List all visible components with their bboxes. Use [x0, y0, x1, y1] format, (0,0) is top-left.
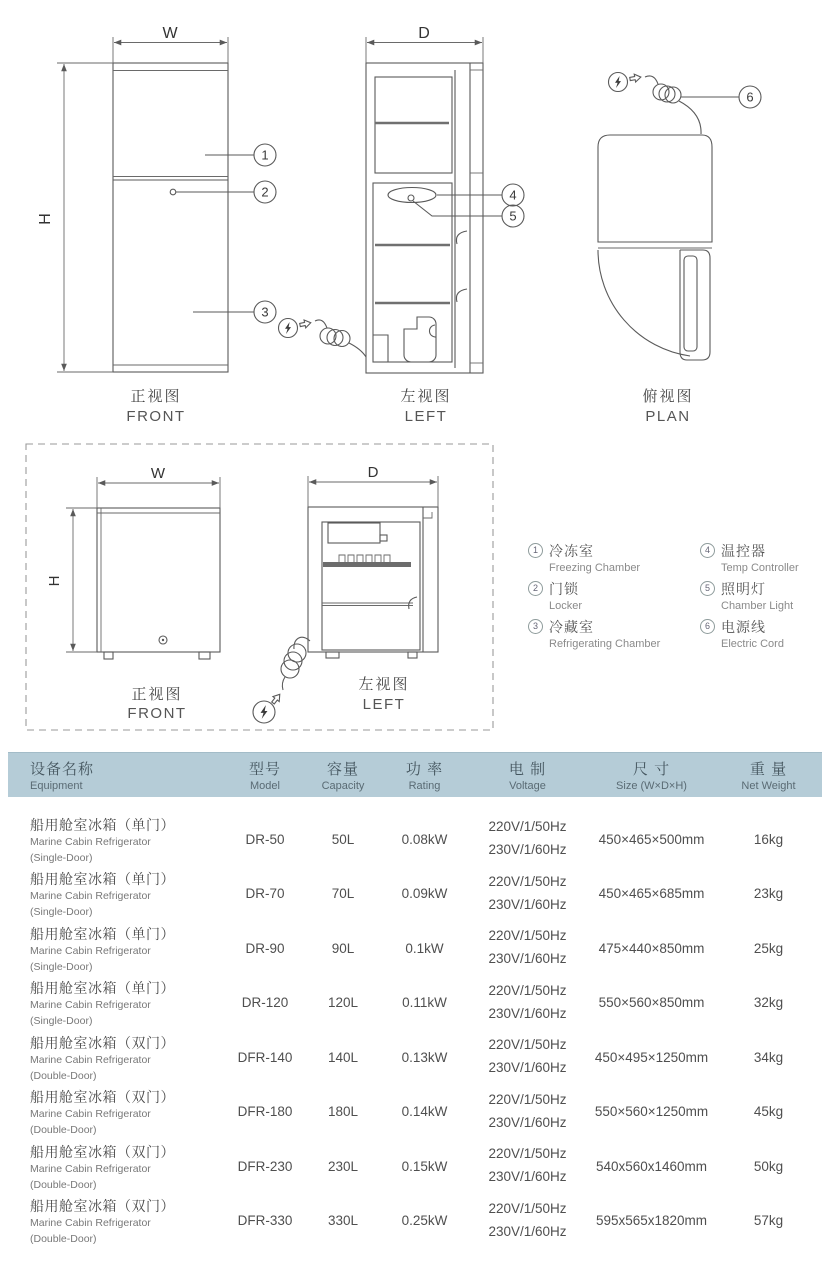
door-swing-arc — [598, 250, 690, 356]
header-size: 尺 寸 Size (W×D×H) — [616, 760, 687, 792]
parts-legend — [528, 541, 828, 655]
capacity-cell: 230L — [327, 1158, 359, 1174]
depth-dim-label: D — [418, 25, 430, 42]
table-row — [8, 976, 822, 1031]
equipment-cell: 船用舱室冰箱（双门） Marine Cabin Refrigerator (Double-Door) — [30, 1034, 175, 1082]
model-cell: DR-90 — [245, 940, 285, 956]
size-cell: 595x565x1820mm — [595, 1213, 708, 1229]
ice-tray — [323, 555, 411, 567]
height-dim-label: H — [37, 213, 54, 225]
small-front-view-drawing — [46, 465, 220, 722]
header-voltage: 电 制 Voltage — [508, 760, 547, 792]
legend-item-electric-cord: 6 电源线 Electric Cord — [700, 617, 828, 655]
power-cord-icon — [279, 319, 367, 358]
capacity-cell: 70L — [331, 886, 355, 902]
plan-view-label-cn: 俯视图 — [642, 388, 694, 405]
left-view-label-en: LEFT — [404, 408, 448, 425]
svg-text:5: 5 — [509, 208, 517, 224]
equipment-cell: 船用舱室冰箱（单门） Marine Cabin Refrigerator (Single-Door) — [30, 816, 175, 864]
lightning-icon — [615, 76, 621, 88]
door-lock-dot — [170, 189, 176, 195]
lightning-icon — [261, 705, 268, 719]
freezer-compartment — [375, 77, 452, 173]
size-cell: 540x560x1460mm — [595, 1158, 708, 1174]
table-row — [8, 867, 822, 922]
power-cord-icon-plan — [609, 73, 702, 135]
spec-table-body — [8, 812, 822, 1248]
evaporator-box — [328, 523, 380, 543]
capacity-cell: 90L — [331, 940, 355, 956]
depth-dimension — [366, 25, 483, 63]
legend-number-badge: 5 — [700, 581, 715, 596]
capacity-cell: 180L — [327, 1104, 359, 1120]
width-dim-label: W — [150, 465, 166, 482]
front-view-label-en: FRONT — [126, 408, 186, 425]
legend-number-badge: 6 — [700, 619, 715, 634]
size-cell: 450×465×685mm — [598, 886, 705, 902]
size-cell: 450×495×1250mm — [594, 1049, 709, 1065]
size-cell: 550×560×850mm — [598, 995, 705, 1011]
model-cell: DR-50 — [245, 831, 285, 847]
voltage-cell: 220V/1/50Hz 230V/1/60Hz — [488, 819, 567, 858]
legend-number-badge: 3 — [528, 619, 543, 634]
table-row — [8, 1085, 822, 1140]
rating-cell: 0.11kW — [402, 995, 447, 1011]
weight-cell: 32kg — [753, 995, 784, 1011]
header-equipment: 设备名称 Equipment — [30, 760, 95, 792]
legend-number-badge: 4 — [700, 543, 715, 558]
legend-number-badge: 2 — [528, 581, 543, 596]
small-left-view-drawing — [253, 464, 438, 723]
weight-cell: 57kg — [753, 1213, 784, 1229]
rating-cell: 0.13kW — [401, 1049, 448, 1065]
voltage-cell: 220V/1/50Hz 230V/1/60Hz — [488, 982, 567, 1021]
small-left-view-label-en: LEFT — [362, 696, 406, 713]
model-cell: DFR-330 — [237, 1213, 293, 1229]
weight-cell: 34kg — [753, 1049, 784, 1065]
door-lock-dot — [159, 636, 167, 644]
legend-item-temp-controller: 4 温控器 Temp Controller — [700, 541, 828, 579]
svg-text:2: 2 — [261, 184, 269, 200]
rating-cell: 0.14kW — [401, 1104, 448, 1120]
left-view-label-cn: 左视图 — [400, 388, 452, 405]
model-cell: DFR-180 — [237, 1104, 293, 1120]
voltage-cell: 220V/1/50Hz 230V/1/60Hz — [488, 1146, 567, 1185]
table-row — [8, 921, 822, 976]
svg-text:3: 3 — [261, 304, 269, 320]
legend-item-freezing-chamber: 1 冷冻室 Freezing Chamber — [528, 541, 700, 579]
small-front-view-label-en: FRONT — [127, 705, 187, 722]
equipment-cell: 船用舱室冰箱（双门） Marine Cabin Refrigerator (Double-Door) — [30, 1198, 175, 1246]
equipment-cell: 船用舱室冰箱（双门） Marine Cabin Refrigerator (Double-Door) — [30, 1143, 175, 1191]
width-dim-label: W — [162, 25, 178, 42]
model-cell: DR-120 — [241, 995, 289, 1011]
header-capacity: 容量 Capacity — [321, 760, 365, 792]
plan-view-drawing — [598, 73, 761, 426]
temp-controller-and-light — [388, 188, 436, 203]
size-cell: 450×465×500mm — [598, 831, 705, 847]
rating-cell: 0.25kW — [401, 1213, 448, 1229]
size-cell: 475×440×850mm — [598, 940, 705, 956]
front-view-label-cn: 正视图 — [130, 388, 182, 405]
depth-dimension — [308, 464, 438, 507]
svg-text:4: 4 — [509, 187, 517, 203]
spec-table-header — [8, 752, 822, 797]
header-weight: 重 量 Net Weight — [741, 760, 796, 792]
callout-1 — [205, 144, 276, 166]
height-dimension — [37, 63, 113, 372]
table-row — [8, 1139, 822, 1194]
equipment-cell: 船用舱室冰箱（单门） Marine Cabin Refrigerator (Single-Door) — [30, 925, 175, 973]
legend-item-refrigerating-chamber: 3 冷藏室 Refrigerating Chamber — [528, 617, 700, 655]
svg-text:6: 6 — [746, 89, 754, 105]
table-row — [8, 1194, 822, 1249]
arrow-icon — [299, 319, 311, 329]
weight-cell: 50kg — [753, 1158, 784, 1174]
height-dimension — [46, 508, 97, 652]
arrow-icon — [270, 692, 283, 706]
power-cord-icon-small — [253, 637, 310, 723]
capacity-cell: 140L — [327, 1049, 359, 1065]
capacity-cell: 330L — [327, 1213, 359, 1229]
voltage-cell: 220V/1/50Hz 230V/1/60Hz — [488, 1037, 567, 1076]
header-rating: 功 率 Rating — [405, 760, 444, 792]
weight-cell: 25kg — [753, 940, 784, 956]
depth-dim-label: D — [367, 464, 379, 481]
height-dim-label: H — [46, 575, 63, 587]
svg-text:1: 1 — [261, 147, 269, 163]
voltage-cell: 220V/1/50Hz 230V/1/60Hz — [488, 873, 567, 912]
size-cell: 550×560×1250mm — [594, 1104, 709, 1120]
rating-cell: 0.15kW — [401, 1158, 448, 1174]
legend-item-chamber-light: 5 照明灯 Chamber Light — [700, 579, 828, 617]
model-cell: DFR-230 — [237, 1158, 293, 1174]
callout-4 — [437, 184, 524, 206]
callout-6 — [681, 86, 761, 108]
equipment-cell: 船用舱室冰箱（双门） Marine Cabin Refrigerator (Double-Door) — [30, 1089, 175, 1137]
arrow-icon — [629, 73, 641, 83]
small-front-view-label-cn: 正视图 — [131, 686, 183, 703]
weight-cell: 23kg — [753, 886, 784, 902]
single-door-views-drawing — [0, 440, 500, 740]
model-cell: DFR-140 — [237, 1049, 293, 1065]
voltage-cell: 220V/1/50Hz 230V/1/60Hz — [488, 1200, 567, 1239]
rating-cell: 0.08kW — [401, 831, 448, 847]
table-row — [8, 812, 822, 867]
weight-cell: 45kg — [753, 1104, 784, 1120]
double-door-views-drawing — [0, 0, 830, 435]
small-left-view-label-cn: 左视图 — [358, 676, 410, 693]
equipment-cell: 船用舱室冰箱（单门） Marine Cabin Refrigerator (Single-Door) — [30, 871, 175, 919]
voltage-cell: 220V/1/50Hz 230V/1/60Hz — [488, 1091, 567, 1130]
lightning-icon — [285, 322, 291, 334]
model-cell: DR-70 — [245, 886, 285, 902]
legend-number-badge: 1 — [528, 543, 543, 558]
callout-3 — [193, 301, 276, 323]
width-dimension — [97, 465, 220, 508]
voltage-cell: 220V/1/50Hz 230V/1/60Hz — [488, 928, 567, 967]
front-view-drawing — [37, 25, 276, 425]
width-dimension — [113, 25, 228, 63]
weight-cell: 16kg — [753, 831, 784, 847]
capacity-cell: 120L — [327, 995, 359, 1011]
rating-cell: 0.1kW — [405, 940, 444, 956]
open-door — [680, 250, 710, 360]
equipment-cell: 船用舱室冰箱（单门） Marine Cabin Refrigerator (Single-Door) — [30, 980, 175, 1028]
capacity-cell: 50L — [331, 831, 355, 847]
rating-cell: 0.09kW — [401, 886, 448, 902]
compressor — [404, 317, 436, 362]
callout-2 — [176, 181, 276, 203]
legend-item-locker: 2 门锁 Locker — [528, 579, 700, 617]
plan-view-label-en: PLAN — [645, 408, 691, 425]
table-row — [8, 1030, 822, 1085]
left-view-drawing — [366, 25, 524, 425]
header-model: 型号 Model — [248, 760, 281, 792]
